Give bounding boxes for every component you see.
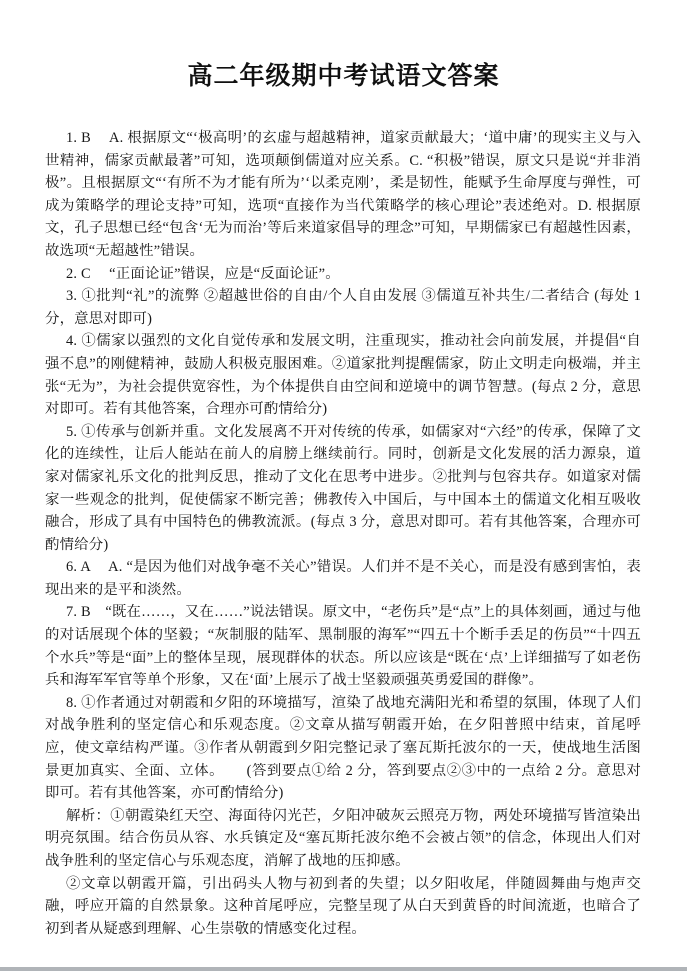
answer-paragraph: 5. ①传承与创新并重。文化发展离不开对传统的传承，如儒家对“六经”的传承，保障了文化的连续性，让后人能站在前人的肩膀上继续前行。同时，创新是文化发展的活力源泉，道家对儒家礼乐文化的批判反思，推动了文化在思考中进步。②批判与包容共存。如道家对儒家一些观念的批判，促使儒家不断完善；佛教传入中国后，与中国本土的儒道文化相互吸收融合，形成了具有中国特色的佛教流派。(每点 3 分，意思对即可。若有其他答案，合理亦可酌情给分) xyxy=(45,423,641,553)
answer-paragraph: 8. ①作者通过对朝霞和夕阳的环境描写，渲染了战地充满阳光和希望的氛围，体现了人们对战争胜利的坚定信心和乐观态度。②文章从描写朝霞开始，在夕阳普照中结束，首尾呼应，使文章结构严谨。③作者从朝霞到夕阳完整记录了塞瓦斯托波尔的一天，使战地生活图景更加真实、全面、立体。 (答到要点①给 2 分，答到要点②③中的一点给 2 分。意思对即可。若有其他答案，亦可酌情给分) xyxy=(45,694,641,802)
page-title: 高二年级期中考试语文答案 xyxy=(187,62,500,90)
answer-paragraph: 2. C “正面论证”错误，应是“反面论证”。 xyxy=(66,265,340,282)
answer-paragraph: ②文章以朝霞开篇，引出码头人物与初到者的失望；以夕阳收尾，伴随圆舞曲与炮声交融，呼应开篇的自然景象。这种首尾呼应，完整呈现了从白天到黄昏的时间流逝，也暗合了初到者从疑惑到理解、心生崇敬的情感变化过程。 xyxy=(45,875,641,937)
answers-content xyxy=(45,127,641,940)
answer-paragraph: 7. B “既在……，又在……”说法错误。原文中，“老伤兵”是“点”上的具体刻画，通过与他的对话展现个体的坚毅；“灰制服的陆军、黑制服的海军”“四五十个断手丢足的伤员”“十四五个水兵”等是“面”上的整体呈现，展现群体的状态。所以应该是“既在‘点’上详细描写了如老伤兵和海军军官等单个形象，又在‘面’上展示了战士坚毅顽强英勇爱国的群像”。 xyxy=(45,604,641,689)
answer-paragraph: 4. ①儒家以强烈的文化自觉传承和发展文明，注重现实，推动社会向前发展，并提倡“自强不息”的刚健精神，鼓励人积极克服困难。②道家批判提醒儒家，防止文明走向极端，并主张“无为”，为社会提供宽容性，为个体提供自由空间和逆境中的调节智慧。(每点 2 分，意思对即可。若有其他答案，合理亦可酌情给分) xyxy=(45,333,641,418)
answer-paragraph: 3. ①批判“礼”的流弊 ②超越世俗的自由/个人自由发展 ③儒道互补共生/二者结合 (每处 1 分，意思对即可) xyxy=(45,288,641,327)
answer-paragraph: 解析：①朝霞染红天空、海面待闪光芒，夕阳冲破灰云照亮万物，两处环境描写皆渲染出明亮氛围。结合伤员从容、水兵镇定及“塞瓦斯托波尔绝不会被占领”的信念，体现出人们对战争胜利的坚定信心与乐观态度，消解了战地的压抑感。 xyxy=(45,807,641,869)
answer-paragraph: 6. A A. “是因为他们对战争毫不关心”错误。人们并不是不关心，而是没有感到害怕，表现出来的是平和淡然。 xyxy=(45,559,641,598)
answer-paragraph: 1. B A. 根据原文“‘极高明’的玄虚与超越精神，道家贡献最大；‘道中庸’的现实主义与入世精神，儒家贡献最著”可知，选项颠倒儒道对应关系。C. “积极”错误，原文只是说“并非消极”。且根据原文“‘有所不为才能有所为’‘以柔克刚’，柔是韧性，能赋予生命厚度与弹性，可成为策略学的理论支持”可知，选项“直接作为当代策略学的核心理论”表述绝对。D. 根据原文，孔子思想已经“包含‘无为而治’等后来道家倡导的理念”可知，早期儒家已有超越性因素，故选项“无超越性”错误。 xyxy=(45,130,641,259)
page-bottom-edge xyxy=(0,967,687,971)
